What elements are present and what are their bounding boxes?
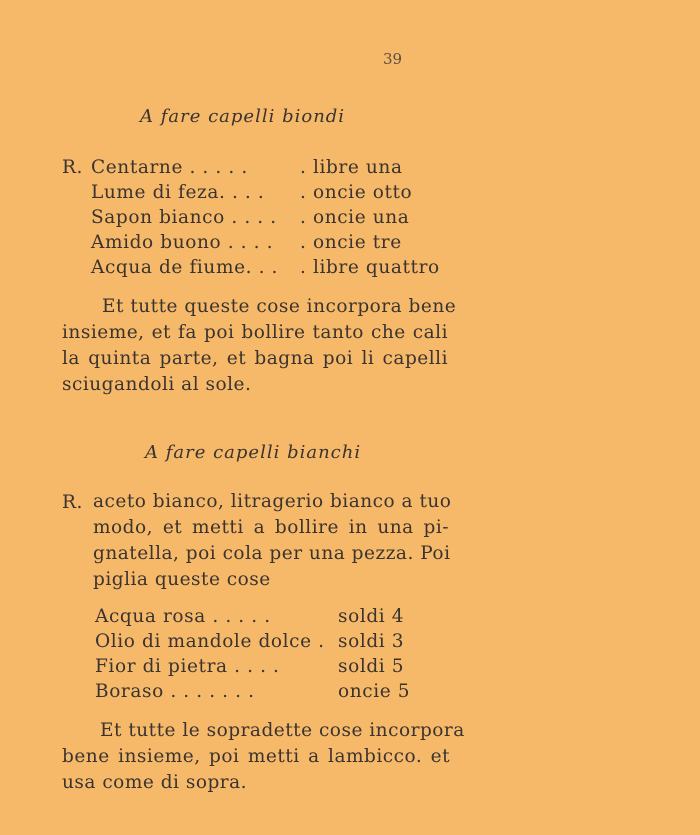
paragraph-line: aceto bianco, litragerio bianco a tuo (93, 491, 452, 512)
page-number: 39 (383, 50, 403, 68)
paragraph-line: piglia queste cose (93, 569, 271, 590)
recipe-heading-white-hair: A fare capelli bianchi (145, 442, 362, 463)
ingredient-quantity: . libre una (300, 157, 403, 178)
recipe-prefix: R. (62, 157, 84, 178)
ingredient-quantity: oncie 5 (338, 681, 411, 702)
recipe-prefix: R. (62, 492, 84, 513)
paragraph-line: usa come di sopra. (62, 772, 248, 793)
recipe-heading-blond-hair: A fare capelli biondi (140, 106, 346, 127)
ingredient-name: Centarne . . . . . (91, 157, 248, 178)
paragraph-line: insieme, et fa poi bollire tanto che cali (62, 322, 448, 343)
ingredient-name: Acqua de fiume. . . (91, 257, 279, 278)
ingredient-name: Amido buono . . . . (91, 232, 274, 253)
ingredient-name: Lume di feza. . . . (91, 182, 265, 203)
paragraph-instructions-white-hair (62, 718, 465, 796)
paragraph-line: gnatella, poi cola per una pezza. Poi (93, 543, 451, 564)
intro-text-white-hair (93, 489, 452, 593)
paragraph-line: Et tutte queste cose incorpora bene (102, 296, 457, 317)
ingredient-quantity: . oncie tre (300, 232, 402, 253)
ingredient-name: Sapon bianco . . . . (91, 207, 277, 228)
ingredient-name: Boraso . . . . . . . (95, 681, 255, 702)
ingredient-quantity: . oncie otto (300, 182, 413, 203)
paragraph-line: Et tutte le sopradette cose incorpora (100, 720, 465, 741)
ingredient-name: Fior di pietra . . . . (95, 656, 280, 677)
ingredient-quantity: soldi 4 (338, 606, 405, 627)
paragraph-line: sciugandoli al sole. (62, 374, 252, 395)
paragraph-line: bene insieme, poi metti a lambicco. et (62, 746, 450, 767)
ingredient-quantity: . oncie una (300, 207, 410, 228)
paragraph-instructions-blond-hair (62, 294, 457, 398)
ingredient-quantity: soldi 3 (338, 631, 405, 652)
ingredient-name: Olio di mandole dolce . (95, 631, 325, 652)
ingredient-quantity: soldi 5 (338, 656, 405, 677)
paragraph-line: modo, et metti a bollire in una pi- (93, 517, 449, 538)
ingredient-name: Acqua rosa . . . . . (95, 606, 271, 627)
paragraph-line: la quinta parte, et bagna poi li capelli (62, 348, 448, 369)
ingredient-quantity: . libre quattro (300, 257, 440, 278)
